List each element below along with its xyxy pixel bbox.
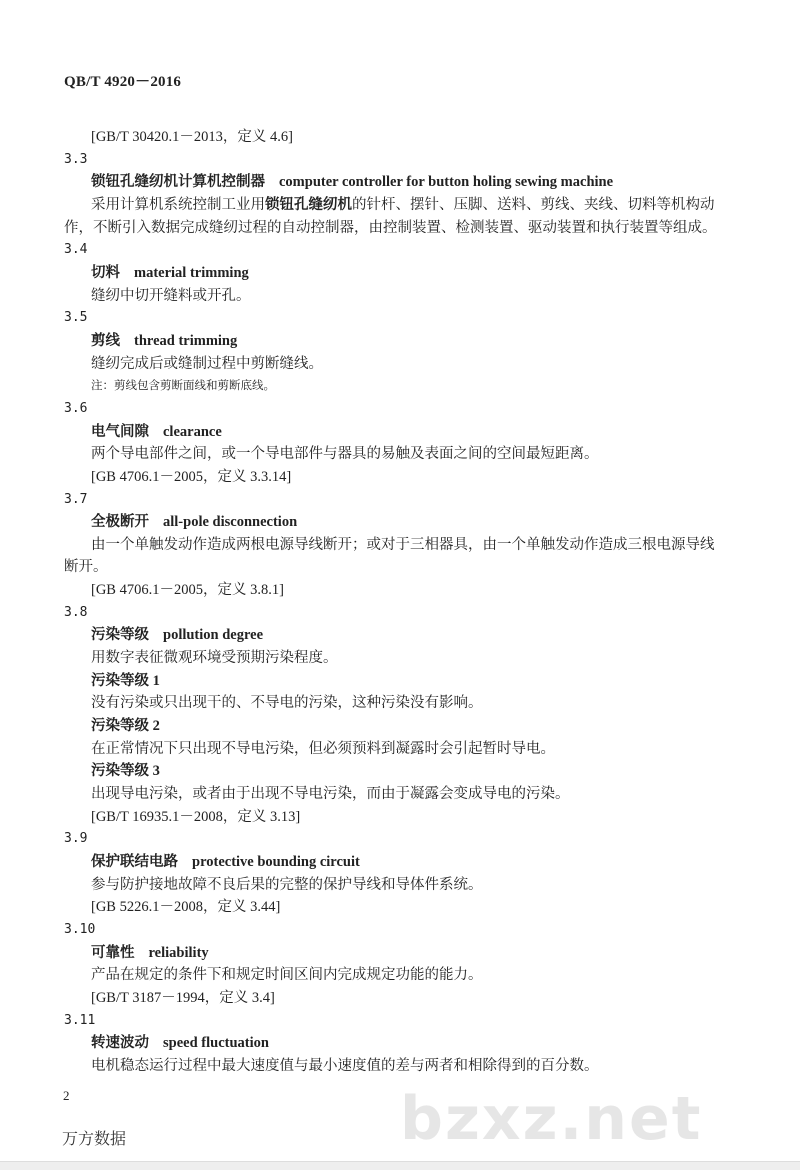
definition-text: 参与防护接地故障不良后果的完整的保护导线和导体件系统。 (91, 876, 483, 893)
term-english: clearance (163, 423, 222, 440)
definition-text: 缝纫中切开缝料或开孔。 (91, 287, 251, 304)
reference-citation: [GB/T 16935.1－2008，定义 3.13] (91, 808, 301, 825)
term-chinese: 污染等级 (91, 627, 149, 644)
section-number: 3.9 (64, 831, 88, 847)
term-chinese: 转速波动 (91, 1035, 149, 1052)
term-heading (64, 330, 744, 353)
reference-citation: [GB/T 30420.1－2013，定义 4.6] (91, 129, 293, 145)
term-chinese: 全极断开 (91, 514, 149, 531)
section-number: 3.10 (64, 921, 96, 937)
text-segment: 采用计算机系统控制工业用 (91, 196, 265, 213)
subterm-heading: 污染等级 1 (91, 672, 160, 689)
section-number: 3.4 (64, 242, 88, 258)
term-heading (64, 1032, 744, 1055)
definition-text: 两个导电部件之间，或一个导电部件与器具的易触及表面之间的空间最短距离。 (91, 446, 599, 463)
section-number: 3.8 (64, 604, 88, 620)
term-heading (64, 624, 744, 647)
definition-text: 电机稳态运行过程中最大速度值与最小速度值的差与两者和相除得到的百分数。 (91, 1057, 599, 1074)
reference-citation: [GB 5226.1－2008，定义 3.44] (91, 899, 281, 916)
definition-text: 产品在规定的条件下和规定时间区间内完成规定功能的能力。 (91, 967, 483, 984)
term-english: all-pole disconnection (163, 514, 298, 531)
section-number: 3.5 (64, 310, 88, 326)
definition-text: 用数字表征微观环境受预期污染程度。 (91, 650, 338, 667)
term-heading (64, 851, 744, 874)
definition-text: 出现导电污染，或者由于出现不导电污染，而由于凝露会变成导电的污染。 (91, 786, 570, 803)
definition-text: 在正常情况下只出现不导电污染，但必须预料到凝露时会引起暂时导电。 (91, 740, 555, 757)
standard-code-header: QB/T 4920－2016 (64, 74, 182, 90)
term-english: thread trimming (134, 332, 238, 349)
term-chinese: 电气间隙 (91, 423, 149, 440)
term-english: computer controller for button holing sewing machine (279, 174, 614, 191)
section-number: 3.3 (64, 151, 88, 167)
term-heading (64, 421, 744, 444)
page-number: 2 (63, 1088, 70, 1103)
document-body (64, 126, 744, 1078)
definition-text: 缝纫完成后或缝制过程中剪断缝线。 (91, 355, 323, 372)
definition-text-continued: 作，不断引入数据完成缝纫过程的自动控制器，由控制装置、检测装置、驱动装置和执行装置等组成。 (64, 219, 717, 236)
reference-citation: [GB/T 3187－1994，定义 3.4] (91, 989, 275, 1006)
bold-term-reference: 锁钮孔缝纫机 (265, 196, 352, 213)
term-heading (64, 511, 744, 534)
term-english: pollution degree (163, 627, 264, 644)
watermark: bzxz.net (400, 1084, 703, 1154)
term-heading (64, 262, 744, 285)
term-english: protective bounding circuit (192, 854, 360, 870)
term-heading (64, 171, 744, 194)
term-english: speed fluctuation (163, 1035, 269, 1052)
text-segment: 的针杆、摆针、压脚、送料、剪线、夹线、切料等机构动 (352, 196, 715, 213)
term-english: material trimming (134, 264, 249, 281)
section-number: 3.7 (64, 491, 88, 507)
definition-text-continued: 断开。 (64, 559, 108, 576)
term-chinese: 锁钮孔缝纫机计算机控制器 (91, 174, 265, 191)
term-chinese: 保护联结电路 (91, 854, 178, 870)
section-number: 3.11 (64, 1012, 96, 1028)
term-english: reliability (148, 944, 209, 961)
term-chinese: 切料 (91, 264, 120, 281)
definition-text: 没有污染或只出现干的、不导电的污染，这种污染没有影响。 (91, 695, 483, 712)
section-number: 3.6 (64, 400, 88, 416)
term-chinese: 剪线 (91, 332, 120, 349)
definition-text: 由一个单触发动作造成两根电源导线断开；或对于三相器具，由一个单触发动作造成三根电源导线 (91, 536, 715, 553)
reference-citation: [GB 4706.1－2005，定义 3.3.14] (91, 468, 292, 485)
source-footer: 万方数据 (62, 1129, 127, 1148)
note-text: 注：剪线包含剪断面线和剪断底线。 (91, 380, 275, 393)
term-heading (64, 942, 744, 965)
term-chinese: 可靠性 (91, 944, 135, 961)
subterm-heading: 污染等级 2 (91, 718, 160, 735)
definition-text (64, 194, 744, 217)
subterm-heading: 污染等级 3 (91, 763, 160, 780)
reference-citation: [GB 4706.1－2005，定义 3.8.1] (91, 582, 284, 599)
page-bottom-edge (0, 1161, 800, 1170)
